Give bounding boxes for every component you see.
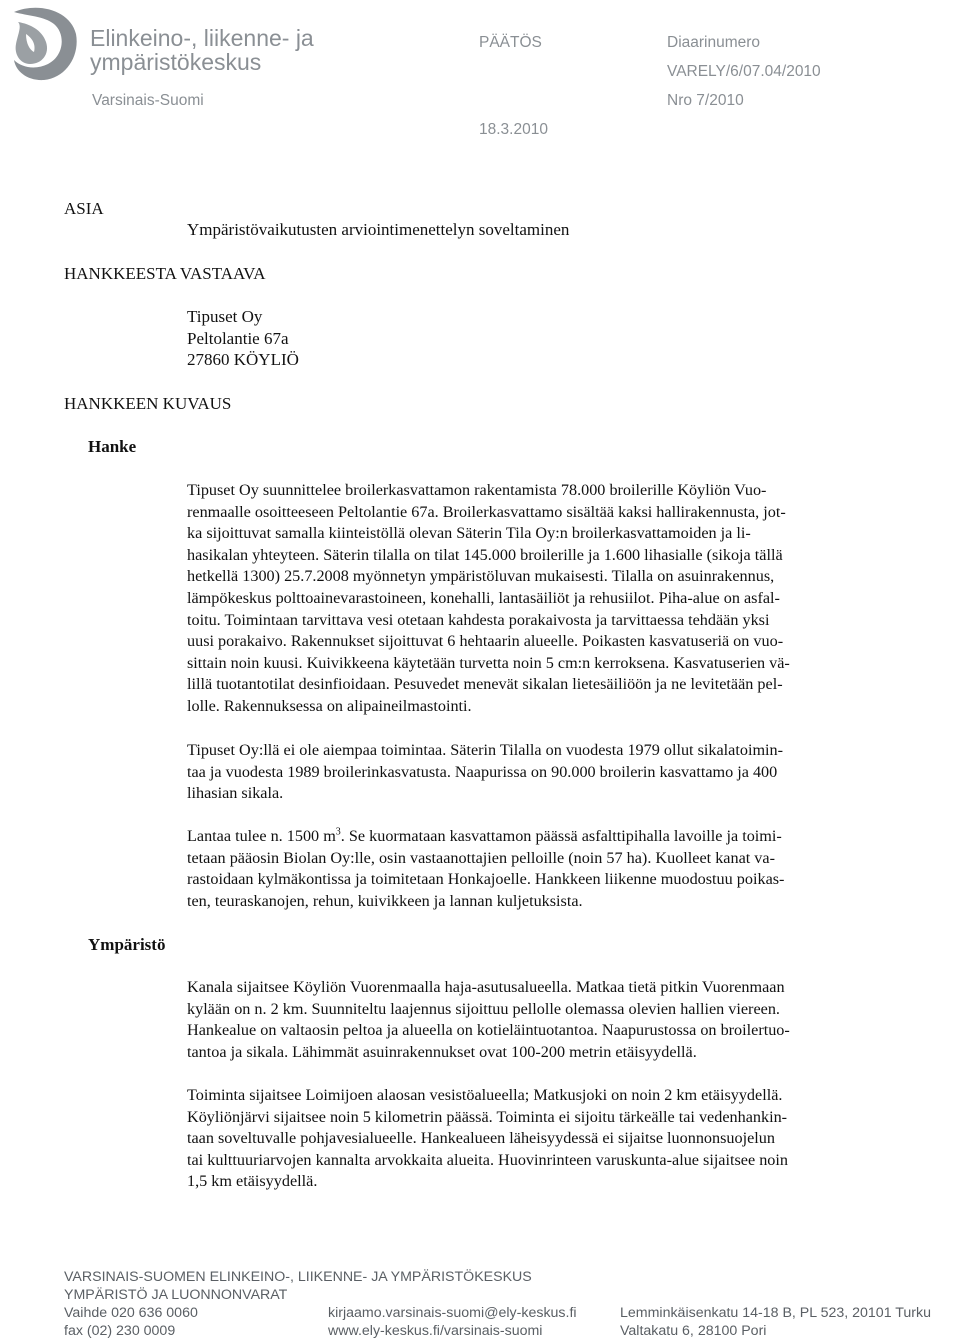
text-line: tetaan pääosin Biolan Oy:lle, osin vastaanottajien pelloille (noin 57 ha). Kuolleet kanat va-	[187, 848, 775, 867]
footer-address-pori: Valtakatu 6, 28100 Pori	[620, 1323, 767, 1339]
decision-number: Nro 7/2010	[667, 92, 744, 109]
footer-web[interactable]: www.ely-keskus.fi/varsinais-suomi	[328, 1323, 543, 1339]
org-name-line2: ympäristökeskus	[90, 49, 262, 75]
text-segment: . Se kuormataan kasvattamon päässä asfalttipihalla lavoille ja toimi-	[340, 827, 782, 845]
text-line: lolle. Rakennuksessa on alipaineilmastointi.	[187, 696, 472, 715]
ely-logo	[8, 4, 80, 82]
footer-org-line2: YMPÄRISTÖ JA LUONNONVARAT	[64, 1287, 288, 1303]
kuvaus-label: HANKKEEN KUVAUS	[64, 394, 232, 413]
hanke-paragraph-3	[187, 826, 892, 912]
text-line	[187, 826, 892, 848]
text-line: renmaalle osoitteeseen Peltolantie 67a. Broilerkasvattamo sisältää kaksi hallirakennusta, jot-	[187, 502, 786, 521]
text-line: Tipuset Oy suunnittelee broilerkasvattamon rakentamista 78.000 broilerille Köyliön Vuo-	[187, 481, 767, 499]
footer-org-line1: VARSINAIS-SUOMEN ELINKEINO-, LIIKENNE- JA YMPÄRISTÖKESKUS	[64, 1269, 532, 1285]
text-line: ten, teuraskanojen, rehun, kuivikkeen ja lannan kuljetuksista.	[187, 891, 583, 910]
doc-type: PÄÄTÖS	[479, 34, 542, 51]
text-line: Köyliönjärvi sijaitsee noin 5 kilometrin päässä. Toiminta ei sijoitu tärkeälle tai vedenhankin-	[187, 1107, 788, 1126]
footer-email[interactable]: kirjaamo.varsinais-suomi@ely-keskus.fi	[328, 1305, 577, 1321]
text-line: taa ja vuodesta 1989 broilerinkasvatusta. Naapurissa on 90.000 broilerin kasvattamo ja 400	[187, 762, 778, 781]
vastaava-label: HANKKEESTA VASTAAVA	[64, 264, 266, 283]
text-line: Tipuset Oy:llä ei ole aiempaa toimintaa. Säterin Tilalla on vuodesta 1979 ollut sikalatoimin-	[187, 741, 784, 759]
text-line: uusi porakaivo. Rakennukset sijoittuvat 6 hehtaarin alueelle. Poikasten kasvatuseriä on vuo-	[187, 632, 784, 651]
text-segment: Lantaa tulee n. 1500 m	[187, 827, 336, 845]
text-line: lihasian sikala.	[187, 784, 284, 803]
diary-label: Diaarinumero	[667, 34, 761, 51]
decision-date: 18.3.2010	[479, 121, 548, 138]
text-line: Toiminta sijaitsee Loimijoen alaosan vesistöalueella; Matkusjoki on noin 2 km etäisyydellä.	[187, 1086, 783, 1104]
footer-phone: Vaihde 020 636 0060	[64, 1305, 198, 1321]
ymparisto-label: Ympäristö	[88, 935, 166, 954]
vastaava-line: Tipuset Oy	[187, 307, 263, 326]
text-line: Hankealue on valtaosin peltoa ja alueella on kotieläintuotantoa. Naapurustossa on broilertuo-	[187, 1021, 790, 1040]
footer-fax: fax (02) 230 0009	[64, 1323, 176, 1339]
vastaava-line: Peltolantie 67a	[187, 329, 289, 348]
text-line: 1,5 km etäisyydellä.	[187, 1172, 318, 1191]
text-line: Kanala sijaitsee Köyliön Vuorenmaalla haja-asutusalueella. Matkaa tietä pitkin Vuorenmaan	[187, 978, 785, 996]
text-line: ka sijoittuvat samalla kiinteistöllä olevan Säterin Tila Oy:n broilerkasvattamoiden ja li-	[187, 524, 751, 543]
superscript: 3	[335, 826, 341, 838]
asia-label: ASIA	[64, 199, 104, 218]
text-line: taan soveltuvalle pohjavesialueelle. Hankealueen läheisyydessä ei sijaitse luonnonsuojelun	[187, 1129, 775, 1148]
text-line: hetkellä 1300) 25.7.2008 myönnetyn ympäristöluvan mukaisesti. Tilalla on asuinrakennus,	[187, 567, 775, 586]
footer-address-turku: Lemminkäisenkatu 14-18 B, PL 523, 20101 Turku	[620, 1305, 932, 1321]
hanke-paragraph-2	[187, 740, 892, 805]
org-name-line1: Elinkeino-, liikenne- ja	[90, 25, 314, 51]
text-line: tai kulttuuriarvojen kannalta arvokkaita alueita. Huovinrinteen varuskunta-alue sijaitsee noin	[187, 1150, 788, 1169]
asia-text: Ympäristövaikutusten arviointimenettelyn soveltaminen	[187, 220, 570, 239]
text-line: lillä tuotantotilat desinfioidaan. Pesuvedet menevät sikalan lietesäiliöön ja ne levitetään pel-	[187, 675, 783, 694]
text-line: toitu. Toimintaan tarvittava vesi otetaan kahdesta porakaivosta ja tarvittaessa tehdään yksi	[187, 610, 770, 629]
text-line: kylään on n. 2 km. Suunniteltu laajennus sijoittuu pellolle olemassa olevien hallien viereen.	[187, 999, 780, 1018]
ymparisto-paragraph-1	[187, 977, 892, 1063]
region: Varsinais-Suomi	[92, 92, 204, 109]
ymparisto-paragraph-2	[187, 1085, 892, 1193]
hanke-label: Hanke	[88, 437, 137, 456]
ely-logo-icon	[8, 4, 80, 82]
hanke-paragraph-1	[187, 480, 892, 718]
text-line: rastoidaan kylmäkontissa ja toimitetaan Honkajoelle. Hankkeen liikenne muodostuu poikas-	[187, 870, 785, 889]
diary-number: VARELY/6/07.04/2010	[667, 63, 821, 80]
text-line: tantoa ja sikala. Lähimmät asuinrakennukset ovat 100-200 metrin etäisyydellä.	[187, 1042, 697, 1061]
text-line: lämpökeskus polttoainevarastoineen, konehalli, lantasäiliöt ja rehusiilot. Piha-alue on asfal-	[187, 588, 780, 607]
text-line: sittain noin kuusi. Kuivikkeena käytetään turvetta noin 5 cm:n kerroksena. Kasvatuserien vä-	[187, 653, 790, 672]
vastaava-line: 27860 KÖYLIÖ	[187, 350, 299, 369]
text-line: hasikalan yhteyteen. Säterin tilalla on tilat 145.000 broilerille ja 1.600 lihasialle (sikoja tällä	[187, 545, 783, 564]
